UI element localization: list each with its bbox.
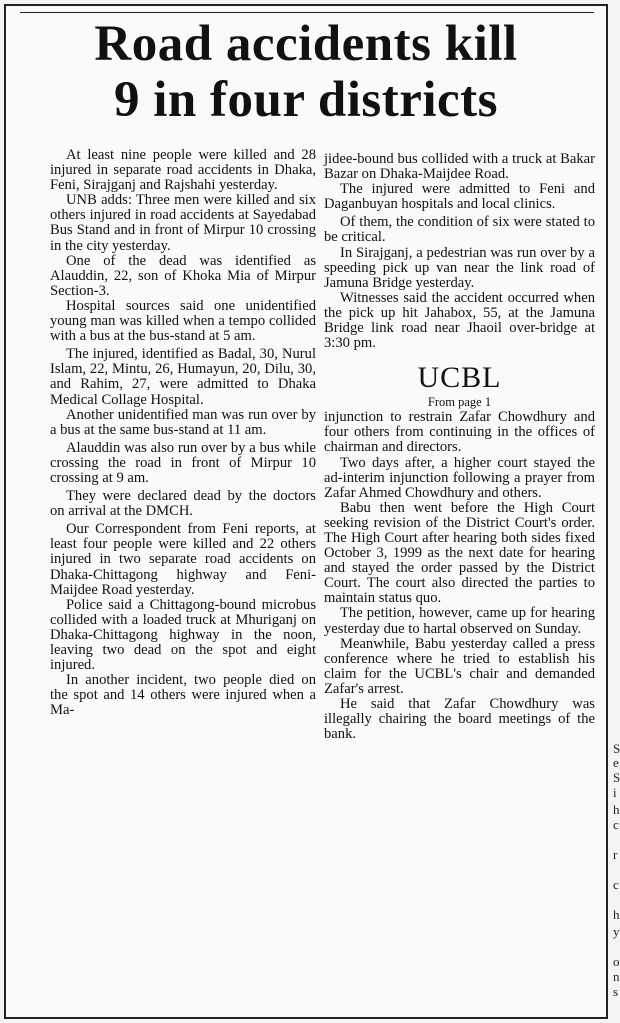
paragraph: At least nine people were killed and 28 injured in separate road accidents in Dhaka, Feni, Sirajganj and Rajshahi yesterday. — [50, 147, 316, 194]
paragraph: injunction to restrain Zafar Chowdhury and four others from continuing in the offices of chairman and directors. — [324, 409, 595, 456]
paragraph: The petition, however, came up for hearing yesterday due to hartal observed on Sunday. — [324, 605, 595, 637]
newspaper-clipping — [4, 4, 608, 1019]
paragraph: UNB adds: Three men were killed and six others injured in road accidents at Sayedabad Bus Stand and in front of Mirpur 10 crossing in the city yesterday. — [50, 192, 316, 254]
edge-letter: o — [613, 954, 620, 969]
paragraph: Babu then went before the High Court seeking revision of the District Court's order. The High Court after hearing both sides fixed October 3, 1999 as the next date for hearing and stayed the order passed by the District Court. The court also directed the parties to maintain status quo. — [324, 499, 595, 607]
paragraph: In another incident, two people died on the spot and 14 others were injured when a Ma- — [50, 672, 316, 719]
jump-line: From page 1 — [427, 395, 492, 410]
paragraph: Two days after, a higher court stayed the ad-interim injunction following a prayer from Zafar Ahmed Chowdhury and others. — [324, 454, 595, 501]
paragraph: Our Correspondent from Feni reports, at least four people were killed and 22 others injured in two separate road accidents on Dhaka-Chittagong highway and Feni-Maijdee Road yesterday. — [50, 521, 316, 598]
paragraph: The injured were admitted to Feni and Daganbuyan hospitals and local clinics. — [324, 181, 595, 213]
edge-letter: S — [613, 770, 620, 785]
headline — [12, 16, 600, 128]
edge-letter: i — [613, 785, 617, 800]
edge-letter: s — [613, 984, 619, 999]
paragraph: Police said a Chittagong-bound microbus collided with a loaded truck at Mhuriganj on Dhaka-Chittagong highway in the noon, leaving two dead on the spot and eight injured. — [50, 596, 316, 674]
top-rule — [20, 12, 594, 13]
paragraph: jidee-bound bus collided with a truck at Bakar Bazar on Dhaka-Maijdee Road. — [324, 151, 595, 183]
paragraph: Another unidentified man was run over by a bus at the same bus-stand at 11 am. — [50, 406, 316, 438]
paragraph: Alauddin was also run over by a bus while crossing the road in front of Mirpur 10 crossing at 9 am. — [50, 439, 316, 486]
edge-letter: S — [613, 741, 620, 756]
edge-letter: h — [613, 802, 620, 817]
left-column — [50, 148, 316, 718]
edge-letter: c — [613, 877, 619, 892]
paragraph: Hospital sources said one unidentified young man was killed when a tempo collided with a bus at the bus-stand at 5 am. — [50, 297, 316, 345]
paragraph: Meanwhile, Babu yesterday called a press conference where he tried to establish his claim for the UCBL's chair and demanded Zafar's arrest. — [324, 635, 595, 697]
paragraph: Witnesses said the accident occurred when the pick up hit Jahabox, 55, at the Jamuna Bridge link road near Jhaoil over-bridge at 3:30 pm. — [324, 289, 595, 352]
paragraph: One of the dead was identified as Alauddin, 22, son of Khoka Mia of Mirpur Section-3. — [50, 252, 316, 299]
headline-line-2: 9 in four districts — [114, 72, 498, 128]
ucbl-headline: UCBL — [417, 361, 502, 395]
edge-letter: e — [613, 755, 619, 770]
paragraph: They were declared dead by the doctors on arrival at the DMCH. — [50, 488, 316, 520]
paragraph: The injured, identified as Badal, 30, Nurul Islam, 22, Mintu, 26, Humayun, 20, Dilu, 30, and Rahim, 27, were admitted to Dhaka Medical Collage Hospital. — [50, 346, 316, 408]
paragraph: He said that Zafar Chowdhury was illegally chairing the board meetings of the bank. — [324, 696, 595, 743]
edge-letter: y — [613, 924, 620, 939]
paragraph: In Sirajganj, a pedestrian was run over by a speeding pick up van near the link road of Jamuna Bridge yesterday. — [324, 244, 595, 291]
paragraph: Of them, the condition of six were stated to be critical. — [324, 214, 595, 246]
edge-letter: c — [613, 817, 619, 832]
edge-letter: r — [613, 847, 618, 862]
edge-letter: n — [613, 969, 620, 984]
headline-line-1: Road accidents kill — [94, 16, 518, 72]
right-column — [324, 152, 595, 742]
edge-letter: h — [613, 907, 620, 922]
